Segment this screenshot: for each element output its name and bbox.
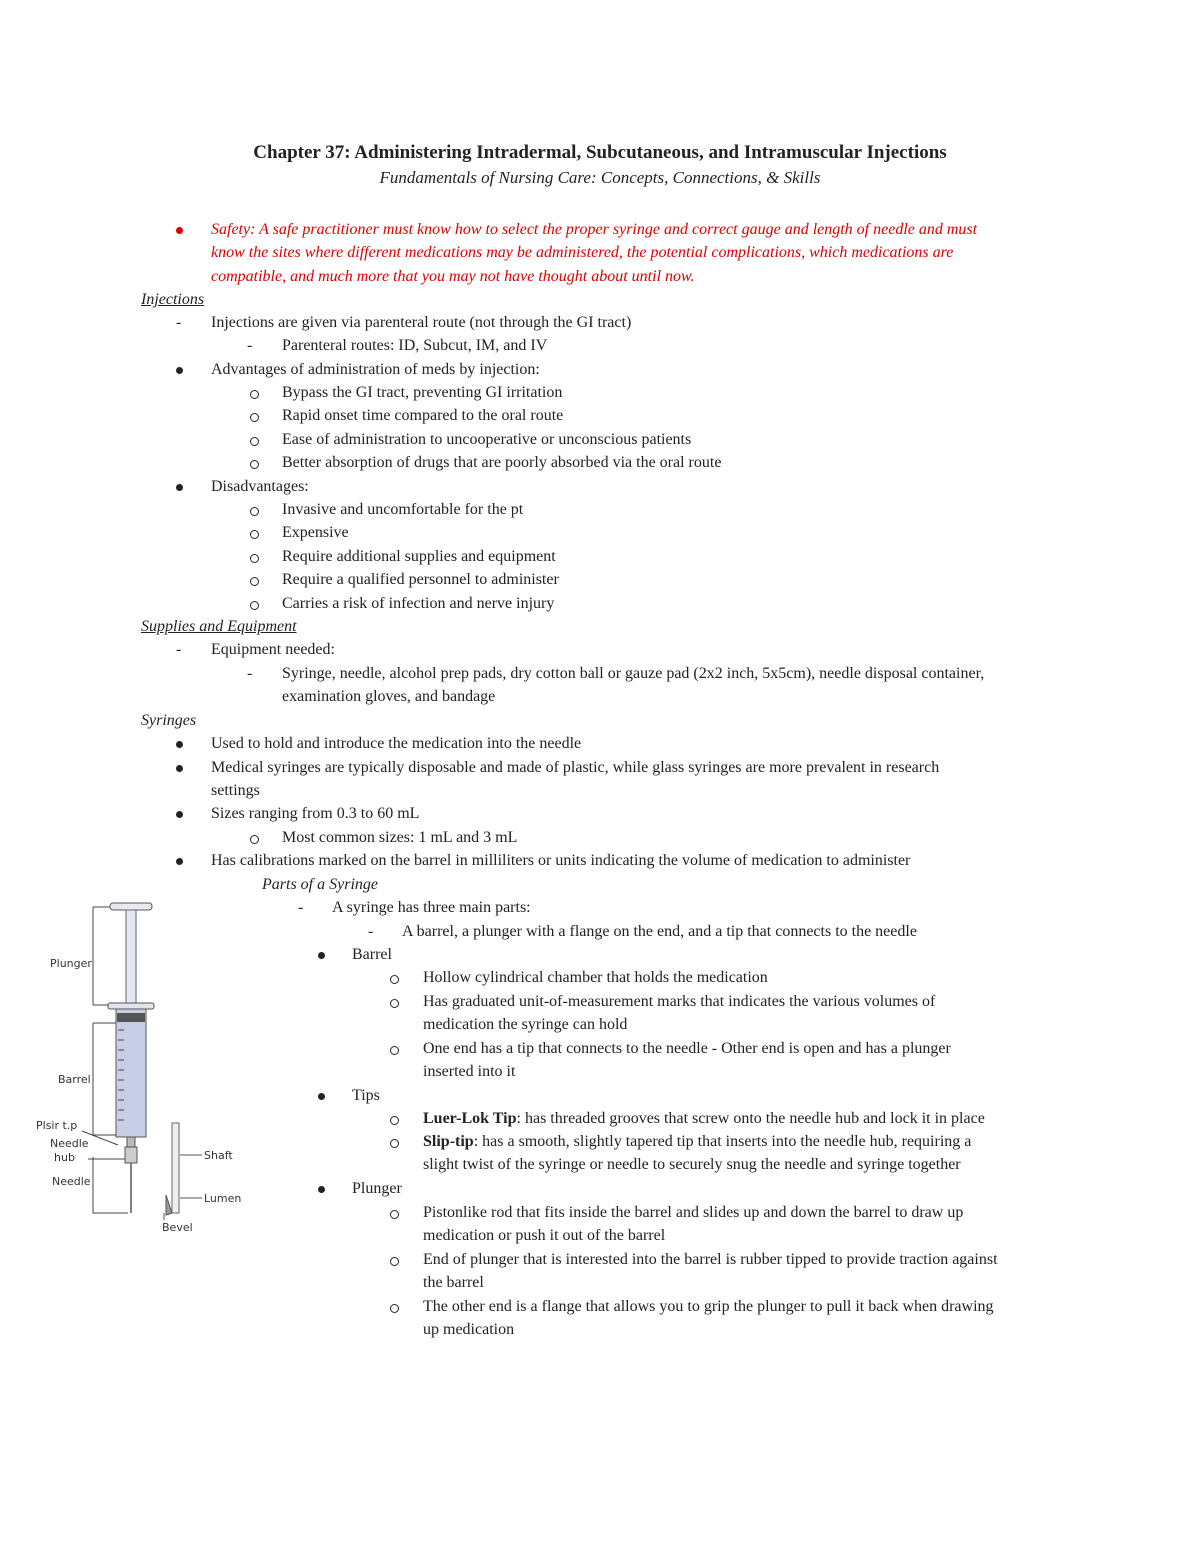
detached-needle-shaft [172, 1123, 179, 1213]
disadvantage-item: Carries a risk of infection and nerve injury [282, 595, 555, 612]
bullet-circle [390, 1116, 399, 1125]
needle-hub [125, 1147, 137, 1163]
disadvantage-item: Invasive and uncomfortable for the pt [282, 501, 524, 518]
barrel-item-cont: medication the syringe can hold [423, 1016, 628, 1033]
slip-tip-text: : has a smooth, slightly tapered tip that inserts into the needle hub, requiring a [473, 1133, 972, 1150]
supplies-line-1: Equipment needed: [211, 641, 335, 658]
syringes-item-2a: Medical syringes are typically disposable and made of plastic, while glass syringes are more prevalent in research [211, 759, 940, 776]
advantage-item: Ease of administration to uncooperative or unconscious patients [282, 431, 692, 448]
supplies-heading: Supplies and Equipment [141, 618, 297, 635]
bevel-shape [166, 1195, 172, 1215]
disadvantage-item: Expensive [282, 524, 349, 541]
barrel-body [116, 1009, 146, 1137]
label-needle-hub-1: Needle [50, 1137, 89, 1150]
needle-bracket [93, 1157, 128, 1213]
dash-marker: - [298, 899, 304, 916]
bullet-circle [250, 437, 259, 446]
safety-line-3: compatible, and much more that you may not have thought about until now. [211, 268, 695, 285]
bullet-circle [250, 390, 259, 399]
bullet-dot [176, 367, 183, 374]
bullet-circle [250, 577, 259, 586]
parts-line-1: A syringe has three main parts: [332, 899, 531, 916]
plunger-item-cont: medication or push it out of the barrel [423, 1227, 666, 1244]
bullet-circle [250, 835, 259, 844]
bullet-dot [318, 952, 325, 959]
bullet-circle [390, 975, 399, 984]
plunger-item-cont: up medication [423, 1321, 515, 1338]
label-lumen: Lumen [204, 1192, 242, 1205]
plunger-item-cont: the barrel [423, 1274, 484, 1291]
luer-lok-item [423, 1108, 985, 1130]
syringes-item-2b: settings [211, 782, 260, 799]
barrel-item: Hollow cylindrical chamber that holds the medication [423, 969, 768, 986]
bullet-circle [390, 999, 399, 1008]
slip-tip-cont: slight twist of the syringe or needle to securely snug the needle and syringe together [423, 1156, 961, 1173]
dash-marker: - [176, 314, 182, 331]
page-title: Chapter 37: Administering Intradermal, Subcutaneous, and Intramuscular Injections [253, 142, 947, 163]
bullet-circle [390, 1304, 399, 1313]
luer-lok-term: Luer-Lok Tip [423, 1110, 517, 1127]
plunger-flange [110, 903, 152, 910]
syringes-item-1: Used to hold and introduce the medication into the needle [211, 735, 582, 752]
bullet-dot [318, 1186, 325, 1193]
plunger-item: Pistonlike rod that fits inside the barrel and slides up and down the barrel to draw up [423, 1204, 964, 1221]
bullet-dot [176, 811, 183, 818]
supplies-line-2a: Syringe, needle, alcohol prep pads, dry cotton ball or gauze pad (2x2 inch, 5x5cm), needle disposal container, [282, 665, 985, 682]
slip-tip-item [423, 1131, 971, 1153]
barrel-item: Has graduated unit-of-measurement marks that indicates the various volumes of [423, 993, 936, 1010]
label-barrel: Barrel [58, 1073, 91, 1086]
plunger-item: The other end is a flange that allows you to grip the plunger to pull it back when drawing [423, 1298, 994, 1315]
syringe-diagram [30, 895, 250, 1240]
dash-marker: - [368, 923, 374, 940]
injections-line-2: Parenteral routes: ID, Subcut, IM, and IV [282, 337, 548, 354]
parts-line-2: A barrel, a plunger with a flange on the end, and a tip that connects to the needle [402, 923, 917, 940]
tips-heading: Tips [352, 1087, 380, 1104]
barrel-flange [108, 1003, 154, 1009]
syringes-item-4: Has calibrations marked on the barrel in milliliters or units indicating the volume of medication to administer [211, 852, 911, 869]
bullet-dot [318, 1093, 325, 1100]
label-bevel: Bevel [162, 1221, 193, 1234]
plunger-item: End of plunger that is interested into the barrel is rubber tipped to provide traction against [423, 1251, 998, 1268]
bullet-circle [250, 554, 259, 563]
parts-heading: Parts of a Syringe [262, 876, 378, 893]
safety-line-1: Safety: A safe practitioner must know how to select the proper syringe and correct gauge and length of needle and must [211, 221, 978, 238]
bullet-dot [176, 858, 183, 865]
syringes-item-3-sub: Most common sizes: 1 mL and 3 mL [282, 829, 518, 846]
syringe-tip [127, 1137, 135, 1147]
page-subtitle: Fundamentals of Nursing Care: Concepts, Connections, & Skills [379, 168, 821, 187]
barrel-heading: Barrel [352, 946, 392, 963]
disadvantages-heading: Disadvantages: [211, 478, 309, 495]
dash-marker: - [247, 337, 253, 354]
safety-bullet [176, 227, 183, 234]
label-needle-hub-2: hub [54, 1151, 75, 1164]
bullet-circle [390, 1210, 399, 1219]
bullet-circle [250, 601, 259, 610]
label-shaft: Shaft [204, 1149, 233, 1162]
bullet-circle [250, 507, 259, 516]
disadvantage-item: Require a qualified personnel to administer [282, 571, 559, 588]
bullet-circle [250, 460, 259, 469]
barrel-item-cont: inserted into it [423, 1063, 516, 1080]
bullet-circle [250, 530, 259, 539]
advantage-item: Rapid onset time compared to the oral route [282, 407, 564, 424]
dash-marker: - [247, 665, 253, 682]
safety-line-2: know the sites where different medications may be administered, the potential complications, which medications are [211, 244, 954, 261]
bullet-dot [176, 765, 183, 772]
injections-heading: Injections [141, 291, 205, 308]
label-needle: Needle [52, 1175, 91, 1188]
bullet-dot [176, 741, 183, 748]
syringes-heading: Syringes [141, 712, 197, 729]
supplies-line-2b: examination gloves, and bandage [282, 688, 496, 705]
label-plunger: Plunger [50, 957, 92, 970]
dash-marker: - [176, 641, 182, 658]
plunger-heading: Plunger [352, 1180, 402, 1197]
bullet-dot [176, 484, 183, 491]
slip-tip-term: Slip-tip [423, 1133, 474, 1150]
injections-line-1: Injections are given via parenteral route (not through the GI tract) [211, 314, 632, 331]
advantages-heading: Advantages of administration of meds by injection: [211, 361, 540, 378]
luer-lok-text: : has threaded grooves that screw onto the needle hub and lock it in place [516, 1110, 985, 1127]
advantage-item: Bypass the GI tract, preventing GI irritation [282, 384, 563, 401]
barrel-item: One end has a tip that connects to the needle - Other end is open and has a plunger [423, 1040, 951, 1057]
plunger-rod [126, 910, 136, 1010]
bullet-circle [390, 1257, 399, 1266]
label-tip: Plsir t.p [36, 1119, 78, 1132]
disadvantage-item: Require additional supplies and equipment [282, 548, 556, 565]
bullet-circle [390, 1046, 399, 1055]
syringes-item-3: Sizes ranging from 0.3 to 60 mL [211, 805, 420, 822]
advantage-item: Better absorption of drugs that are poorly absorbed via the oral route [282, 454, 722, 471]
bullet-circle [250, 413, 259, 422]
bullet-circle [390, 1139, 399, 1148]
rubber-tip [117, 1013, 145, 1022]
